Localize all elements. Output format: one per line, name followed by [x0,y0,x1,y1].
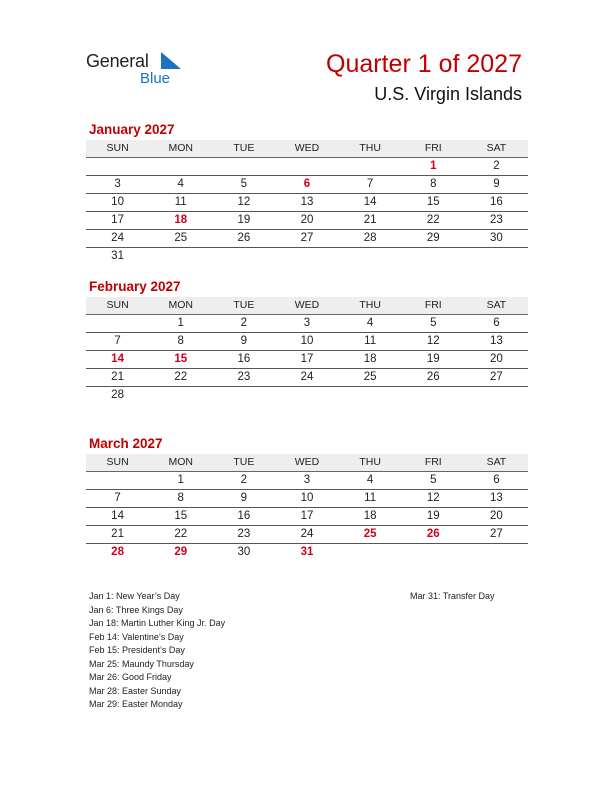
day-cell: 29 [426,232,440,244]
weekday-label: SAT [486,456,507,468]
week-row [86,212,528,230]
day-cell: 19 [426,353,440,365]
empty-day-cell [149,387,212,404]
day-cell: 10 [300,335,314,347]
day-cell: 25 [363,371,377,383]
empty-day-cell [149,248,212,265]
week-row [86,158,528,176]
day-cell: 19 [237,214,251,226]
day-cell: 12 [237,196,251,208]
day-cell: 2 [240,317,248,329]
day-cell: 30 [237,546,251,558]
day-cell: 24 [111,232,124,244]
week-row [86,472,528,490]
day-cell: 15 [426,196,440,208]
month-title: February 2027 [89,279,181,294]
weekday-label: SAT [486,299,507,311]
empty-day-cell [212,387,275,404]
day-cell: 7 [366,178,374,190]
weekday-header [86,454,528,472]
day-cell: 18 [363,510,377,522]
day-cell: 11 [364,492,377,504]
day-cell: 30 [490,232,503,244]
empty-day-cell [212,248,275,265]
day-cell: 1 [177,474,184,486]
holiday-day-cell: 14 [111,353,124,365]
month-february [86,279,528,404]
day-cell: 21 [111,371,124,383]
holiday-list-right [410,590,495,604]
week-row [86,526,528,544]
day-cell: 20 [300,214,314,226]
week-row [86,490,528,508]
day-cell: 21 [111,528,124,540]
week-row [86,333,528,351]
holiday-day-cell: 31 [300,546,314,558]
empty-day-cell [402,248,465,265]
day-cell: 17 [300,353,314,365]
holiday-list-left [89,590,225,712]
empty-day-cell [465,544,528,561]
holiday-day-cell: 6 [303,178,311,190]
holiday-item: Mar 31: Transfer Day [410,591,495,601]
weekday-header [86,297,528,315]
empty-day-cell [86,158,149,175]
day-cell: 25 [174,232,188,244]
week-row [86,194,528,212]
day-cell: 13 [490,492,503,504]
weekday-label: MON [168,456,193,468]
holiday-day-cell: 15 [174,353,188,365]
empty-day-cell [275,248,338,265]
holiday-item: Mar 28: Easter Sunday [89,685,182,696]
empty-day-cell [339,544,402,561]
day-cell: 2 [240,474,248,486]
day-cell: 9 [493,178,500,190]
day-cell: 31 [111,250,124,262]
month-title: January 2027 [89,122,175,137]
weekday-label: THU [359,456,381,468]
day-cell: 16 [237,510,251,522]
holiday-item: Mar 29: Easter Monday [89,699,183,709]
month-grid [86,315,528,404]
holiday-day-cell: 1 [430,160,437,172]
day-cell: 5 [430,474,437,486]
week-row [86,230,528,248]
day-cell: 9 [240,335,248,347]
weekday-label: SUN [106,456,129,468]
holiday-item: Mar 25: Maundy Thursday [89,658,194,669]
day-cell: 23 [237,528,251,540]
day-cell: 14 [363,196,377,208]
weekday-header [86,140,528,158]
day-cell: 4 [177,178,184,190]
day-cell: 3 [303,317,311,329]
day-cell: 7 [114,335,121,347]
weekday-label: THU [359,142,381,154]
week-row [86,387,528,404]
week-row [86,369,528,387]
day-cell: 11 [174,196,187,208]
day-cell: 20 [490,353,503,365]
day-cell: 10 [111,196,124,208]
day-cell: 12 [426,492,440,504]
empty-day-cell [149,158,212,175]
week-row [86,176,528,194]
empty-day-cell [402,544,465,561]
week-row [86,508,528,526]
day-cell: 17 [111,214,124,226]
day-cell: 4 [366,474,374,486]
week-row [86,351,528,369]
weekday-label: WED [294,456,320,468]
day-cell: 24 [300,528,314,540]
week-row [86,315,528,333]
weekday-label: SUN [106,299,129,311]
day-cell: 3 [303,474,311,486]
weekday-label: THU [359,299,381,311]
week-row [86,544,528,561]
empty-day-cell [275,158,338,175]
logo-general-text: General [86,51,149,71]
day-cell: 22 [426,214,440,226]
day-cell: 23 [490,214,503,226]
weekday-label: FRI [424,456,442,468]
empty-day-cell [212,158,275,175]
day-cell: 26 [237,232,251,244]
weekday-label: TUE [233,142,255,154]
holiday-item: Feb 15: President’s Day [89,645,185,655]
day-cell: 28 [363,232,377,244]
day-cell: 7 [114,492,121,504]
day-cell: 6 [493,317,500,329]
day-cell: 10 [300,492,314,504]
holiday-day-cell: 29 [174,546,188,558]
weekday-label: TUE [233,456,255,468]
empty-day-cell [275,387,338,404]
empty-day-cell [402,387,465,404]
day-cell: 8 [177,492,184,504]
day-cell: 11 [364,335,377,347]
day-cell: 5 [430,317,437,329]
holiday-day-cell: 25 [363,528,377,540]
day-cell: 26 [426,371,440,383]
empty-day-cell [465,387,528,404]
day-cell: 23 [237,371,251,383]
holiday-day-cell: 28 [111,546,124,558]
weekday-label: FRI [424,142,442,154]
day-cell: 4 [366,317,374,329]
logo-blue-text: Blue [140,70,171,87]
day-cell: 8 [430,178,437,190]
day-cell: 12 [426,335,440,347]
day-cell: 22 [174,371,188,383]
weekday-label: FRI [424,299,442,311]
day-cell: 13 [300,196,314,208]
holiday-day-cell: 18 [174,214,188,226]
empty-day-cell [86,472,149,489]
month-title: March 2027 [89,436,163,451]
day-cell: 16 [490,196,503,208]
weekday-label: SUN [106,142,129,154]
holiday-item: Mar 26: Good Friday [89,672,172,682]
day-cell: 8 [177,335,184,347]
day-cell: 9 [240,492,248,504]
logo [86,50,196,90]
day-cell: 19 [426,510,440,522]
day-cell: 3 [114,178,121,190]
day-cell: 1 [177,317,184,329]
day-cell: 16 [237,353,251,365]
page-title: Quarter 1 of 2027 [326,50,522,78]
day-cell: 6 [493,474,500,486]
day-cell: 15 [174,510,188,522]
day-cell: 2 [493,160,500,172]
day-cell: 14 [111,510,124,522]
holiday-day-cell: 26 [426,528,440,540]
day-cell: 27 [490,528,503,540]
day-cell: 5 [240,178,248,190]
empty-day-cell [465,248,528,265]
empty-day-cell [339,158,402,175]
weekday-label: SAT [486,142,507,154]
empty-day-cell [339,248,402,265]
month-grid [86,158,528,265]
week-row [86,248,528,265]
holiday-item: Jan 6: Three Kings Day [89,604,183,615]
weekday-label: MON [168,142,193,154]
empty-day-cell [86,315,149,332]
empty-day-cell [339,387,402,404]
day-cell: 27 [300,232,314,244]
month-march [86,436,528,561]
weekday-label: TUE [233,299,255,311]
day-cell: 24 [300,371,314,383]
logo-flag-icon [159,52,183,70]
weekday-label: WED [294,299,320,311]
day-cell: 22 [174,528,188,540]
page-subtitle: U.S. Virgin Islands [374,84,522,104]
day-cell: 27 [490,371,503,383]
day-cell: 17 [300,510,314,522]
holiday-item: Jan 1: New Year’s Day [89,591,180,601]
day-cell: 28 [111,389,124,401]
day-cell: 21 [363,214,377,226]
weekday-label: WED [294,142,320,154]
month-grid [86,472,528,561]
holiday-item: Jan 18: Martin Luther King Jr. Day [89,618,226,628]
holiday-item: Feb 14: Valentine’s Day [89,631,184,642]
month-january [86,122,528,265]
day-cell: 13 [490,335,503,347]
day-cell: 20 [490,510,503,522]
day-cell: 18 [363,353,377,365]
weekday-label: MON [168,299,193,311]
